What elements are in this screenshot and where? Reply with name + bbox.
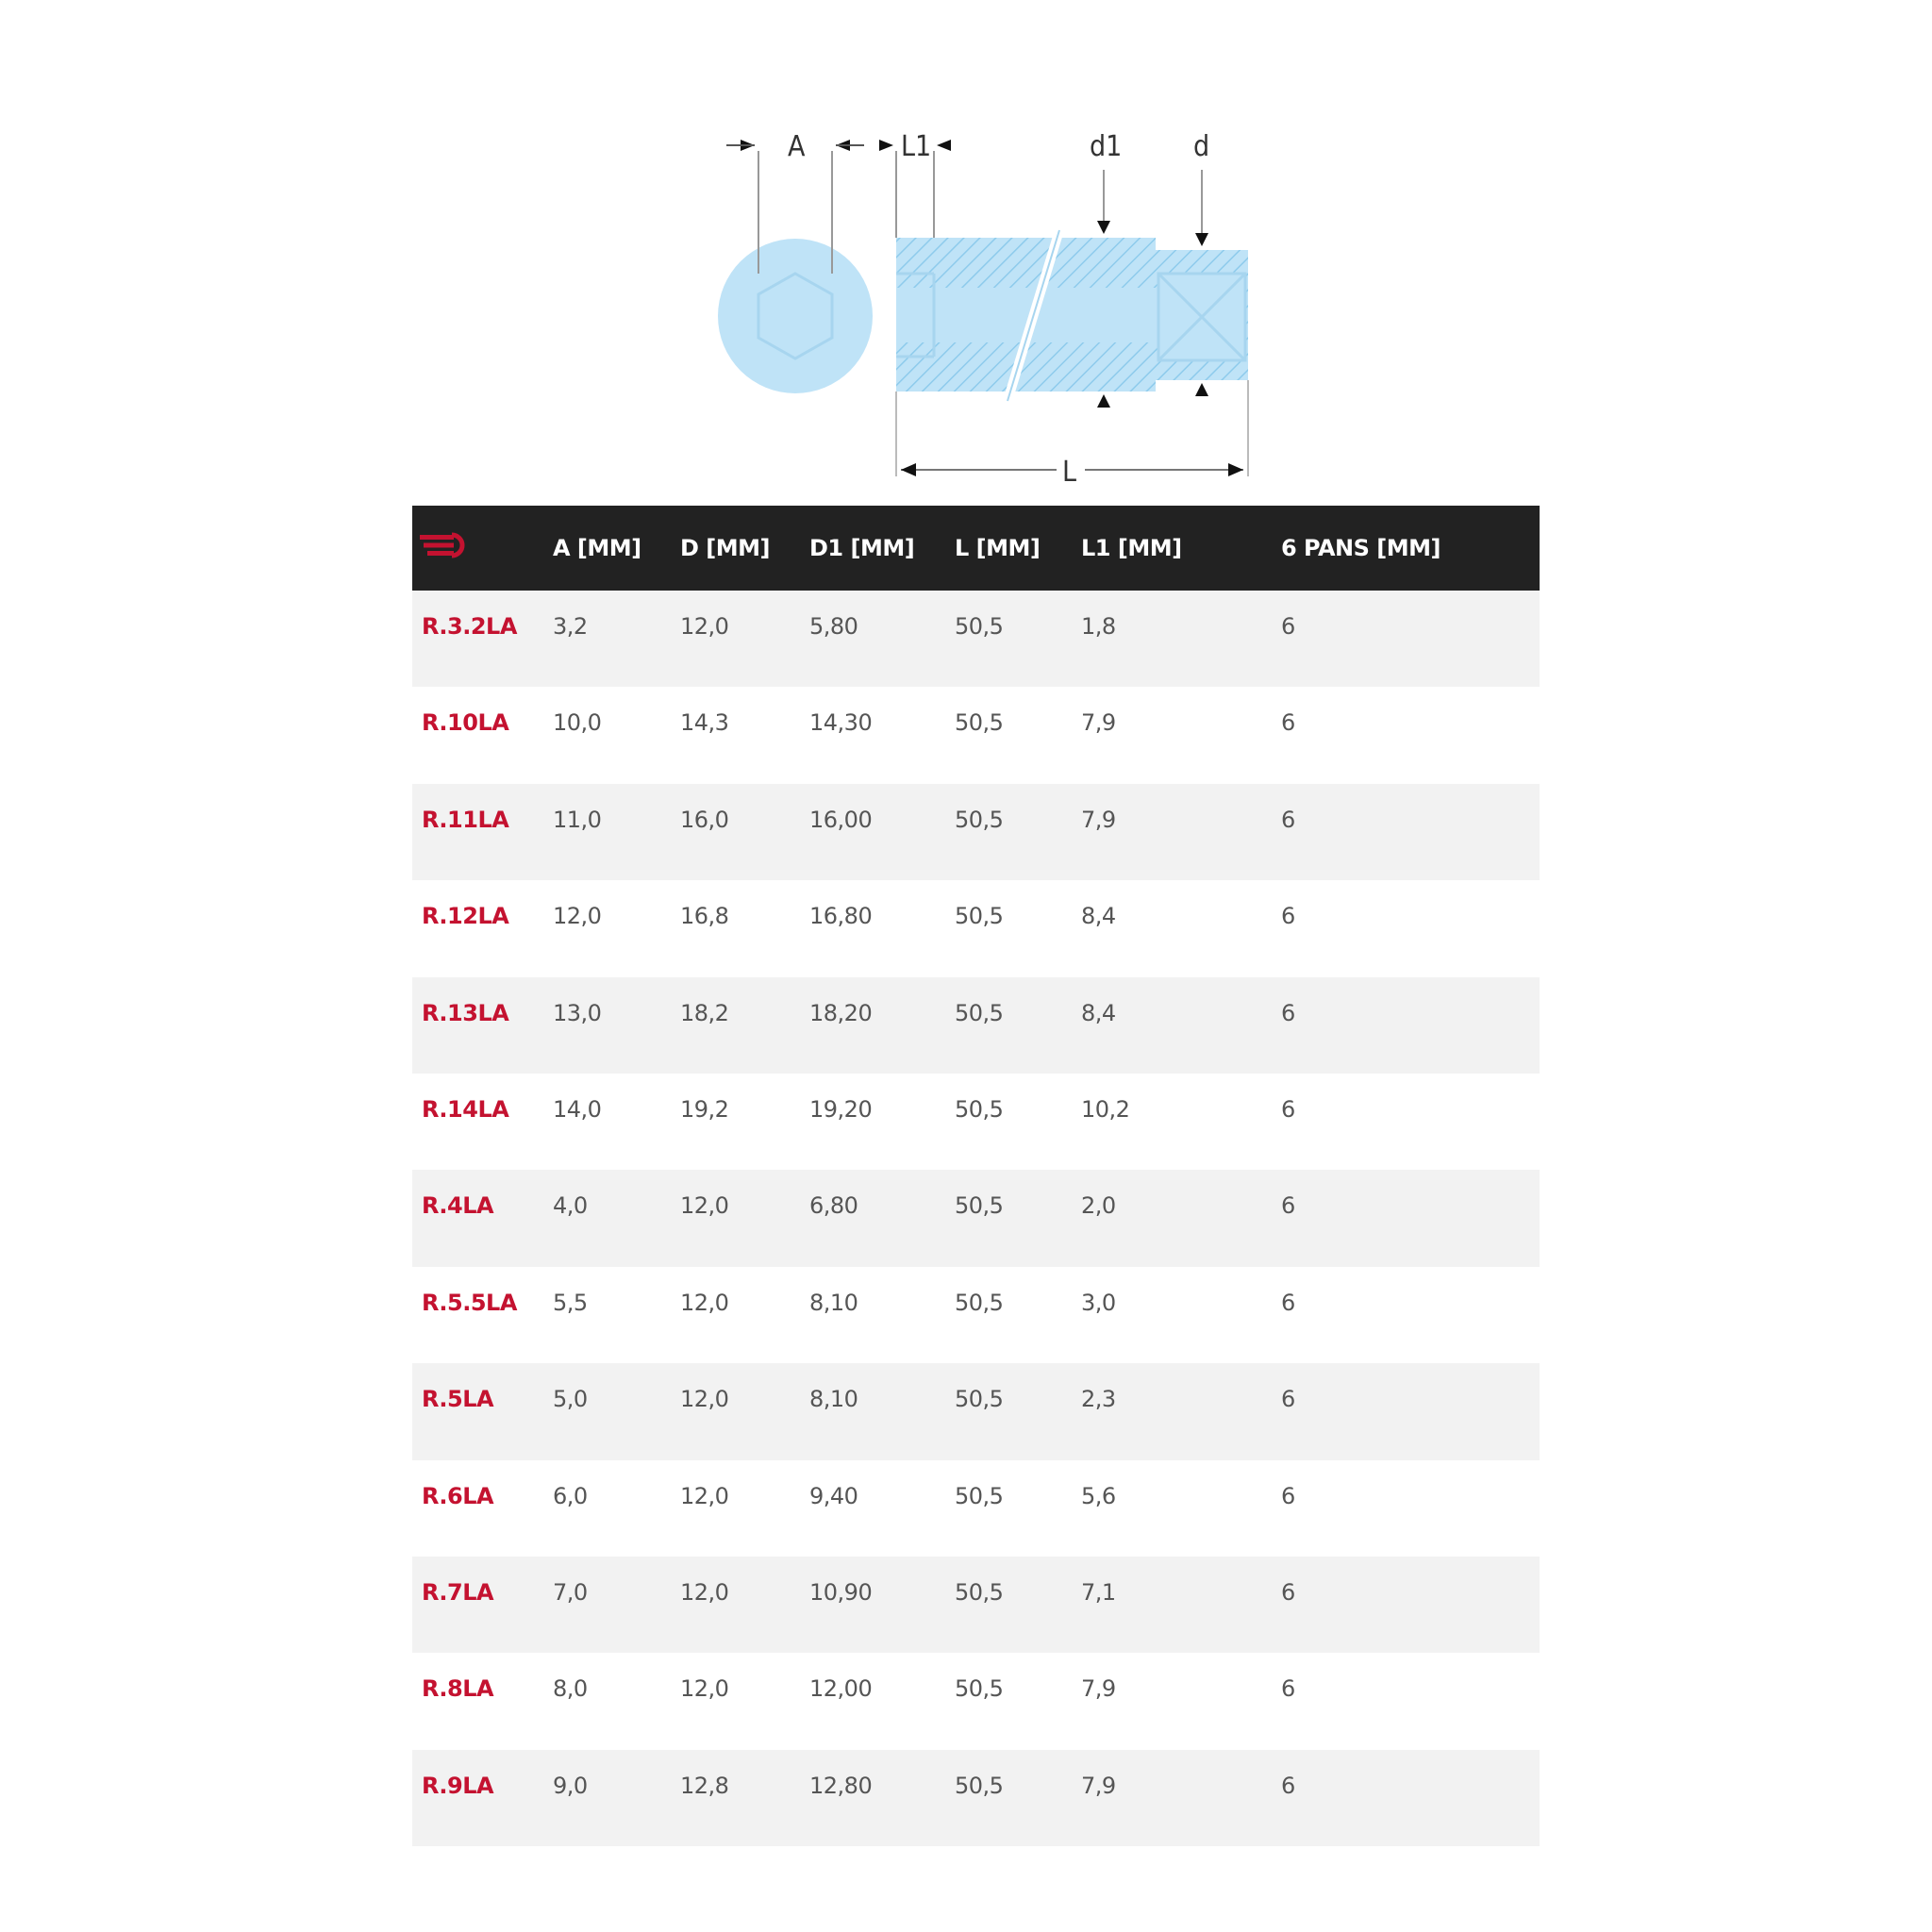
cell-reference[interactable]: R.5.5LA [422,1289,517,1316]
cell-reference[interactable]: R.3.2LA [422,613,517,640]
cell-a-mm: 12,0 [553,903,602,930]
cell-a-mm: 3,2 [553,613,588,640]
cell-d-mm: 12,0 [680,1289,729,1316]
table-row [412,1363,1540,1459]
label-l1: L1 [901,130,932,163]
table-row [412,1653,1540,1749]
table-row [412,1074,1540,1170]
cell-six-pans-mm: 6 [1281,1386,1295,1413]
cell-reference[interactable]: R.11LA [422,806,509,833]
cell-reference[interactable]: R.4LA [422,1192,494,1220]
cell-d-mm: 12,0 [680,1578,729,1606]
cell-a-mm: 13,0 [553,999,602,1026]
cell-d1-mm: 8,10 [809,1289,858,1316]
header-d1: D1 [MM] [809,535,915,561]
cell-l1-mm: 10,2 [1081,1095,1130,1123]
cell-six-pans-mm: 6 [1281,1578,1295,1606]
cell-a-mm: 9,0 [553,1772,588,1799]
l1-arrow-right [937,140,951,151]
cell-l1-mm: 7,9 [1081,806,1116,833]
d-arrow-bottom [1195,383,1208,396]
cell-six-pans-mm: 6 [1281,1772,1295,1799]
cell-reference[interactable]: R.14LA [422,1095,509,1123]
cell-reference[interactable]: R.12LA [422,903,509,930]
cell-reference[interactable]: R.10LA [422,709,509,737]
cell-six-pans-mm: 6 [1281,999,1295,1026]
table-body [412,591,1540,1846]
cell-d-mm: 12,0 [680,613,729,640]
cell-a-mm: 11,0 [553,806,602,833]
cell-six-pans-mm: 6 [1281,709,1295,737]
table-header-row [412,506,1540,591]
l-arrow-left [901,463,916,476]
cell-l-mm: 50,5 [955,1386,1004,1413]
cell-d-mm: 16,0 [680,806,729,833]
facom-logo-icon [420,532,473,558]
cell-six-pans-mm: 6 [1281,1192,1295,1220]
d1-arrow-top [1097,221,1110,234]
cell-l1-mm: 5,6 [1081,1482,1116,1509]
cell-d-mm: 12,8 [680,1772,729,1799]
cell-a-mm: 5,5 [553,1289,588,1316]
cell-d1-mm: 6,80 [809,1192,858,1220]
cell-d-mm: 12,0 [680,1675,729,1703]
cell-l1-mm: 7,9 [1081,709,1116,737]
cell-d-mm: 16,8 [680,903,729,930]
cell-l-mm: 50,5 [955,806,1004,833]
cell-l1-mm: 7,9 [1081,1772,1116,1799]
cell-l1-mm: 2,0 [1081,1192,1116,1220]
table-row [412,1750,1540,1846]
cell-l-mm: 50,5 [955,1289,1004,1316]
header-l: L [MM] [955,535,1041,561]
cell-l-mm: 50,5 [955,613,1004,640]
socket-dimension-diagram [0,0,1932,500]
specification-table [412,506,1540,1846]
socket-front-circle [718,239,873,393]
cell-l-mm: 50,5 [955,1772,1004,1799]
cell-d-mm: 12,0 [680,1192,729,1220]
cell-d1-mm: 16,80 [809,903,873,930]
cell-reference[interactable]: R.6LA [422,1482,494,1509]
cell-six-pans-mm: 6 [1281,613,1295,640]
label-d: d [1193,130,1210,163]
cell-six-pans-mm: 6 [1281,1095,1295,1123]
cell-l-mm: 50,5 [955,1095,1004,1123]
cell-six-pans-mm: 6 [1281,1289,1295,1316]
table-row [412,1267,1540,1363]
cell-a-mm: 10,0 [553,709,602,737]
table-row [412,1170,1540,1266]
cell-l-mm: 50,5 [955,999,1004,1026]
header-6-pans: 6 PANS [MM] [1281,535,1441,561]
cell-l-mm: 50,5 [955,903,1004,930]
cell-d1-mm: 19,20 [809,1095,873,1123]
table-row [412,1460,1540,1557]
socket-side-view [879,130,1248,489]
cell-d1-mm: 8,10 [809,1386,858,1413]
cell-six-pans-mm: 6 [1281,1482,1295,1509]
cell-l-mm: 50,5 [955,1192,1004,1220]
cell-l-mm: 50,5 [955,1675,1004,1703]
cell-a-mm: 4,0 [553,1192,588,1220]
cell-l1-mm: 7,1 [1081,1578,1116,1606]
cell-d1-mm: 16,00 [809,806,873,833]
cell-six-pans-mm: 6 [1281,806,1295,833]
cell-d1-mm: 9,40 [809,1482,858,1509]
cell-l1-mm: 1,8 [1081,613,1116,640]
socket-front-view [718,130,873,393]
cell-reference[interactable]: R.5LA [422,1386,494,1413]
cell-a-mm: 14,0 [553,1095,602,1123]
cell-d1-mm: 18,20 [809,999,873,1026]
cell-d1-mm: 12,80 [809,1772,873,1799]
cell-a-mm: 5,0 [553,1386,588,1413]
cell-reference[interactable]: R.13LA [422,999,509,1026]
cell-a-mm: 7,0 [553,1578,588,1606]
cell-d1-mm: 5,80 [809,613,858,640]
cell-d1-mm: 14,30 [809,709,873,737]
cell-l-mm: 50,5 [955,1482,1004,1509]
cell-d-mm: 12,0 [680,1386,729,1413]
header-d: D [MM] [680,535,770,561]
cell-d-mm: 14,3 [680,709,729,737]
cell-six-pans-mm: 6 [1281,1675,1295,1703]
cell-reference[interactable]: R.7LA [422,1578,494,1606]
label-l: L [1062,456,1077,489]
label-a: A [788,130,806,163]
cell-d-mm: 12,0 [680,1482,729,1509]
table-row [412,687,1540,783]
d1-arrow-bottom [1097,394,1110,408]
cell-six-pans-mm: 6 [1281,903,1295,930]
header-logo-cell [412,506,553,591]
table-row [412,977,1540,1074]
header-a: A [MM] [553,535,641,561]
cell-l1-mm: 8,4 [1081,999,1116,1026]
cell-d-mm: 19,2 [680,1095,729,1123]
cell-l1-mm: 3,0 [1081,1289,1116,1316]
cell-d1-mm: 12,00 [809,1675,873,1703]
cell-a-mm: 8,0 [553,1675,588,1703]
cell-reference[interactable]: R.9LA [422,1772,494,1799]
d-arrow-top [1195,233,1208,246]
cell-a-mm: 6,0 [553,1482,588,1509]
cell-l1-mm: 8,4 [1081,903,1116,930]
cell-l1-mm: 7,9 [1081,1675,1116,1703]
cell-l-mm: 50,5 [955,1578,1004,1606]
l-arrow-right [1228,463,1243,476]
cell-l-mm: 50,5 [955,709,1004,737]
table-row [412,880,1540,976]
table-row [412,1557,1540,1653]
cell-reference[interactable]: R.8LA [422,1675,494,1703]
cell-d1-mm: 10,90 [809,1578,873,1606]
cell-l1-mm: 2,3 [1081,1386,1116,1413]
table-row [412,784,1540,880]
cell-d-mm: 18,2 [680,999,729,1026]
label-d1: d1 [1090,130,1123,163]
header-l1: L1 [MM] [1081,535,1182,561]
table-row [412,591,1540,687]
l1-arrow-left [879,140,893,151]
